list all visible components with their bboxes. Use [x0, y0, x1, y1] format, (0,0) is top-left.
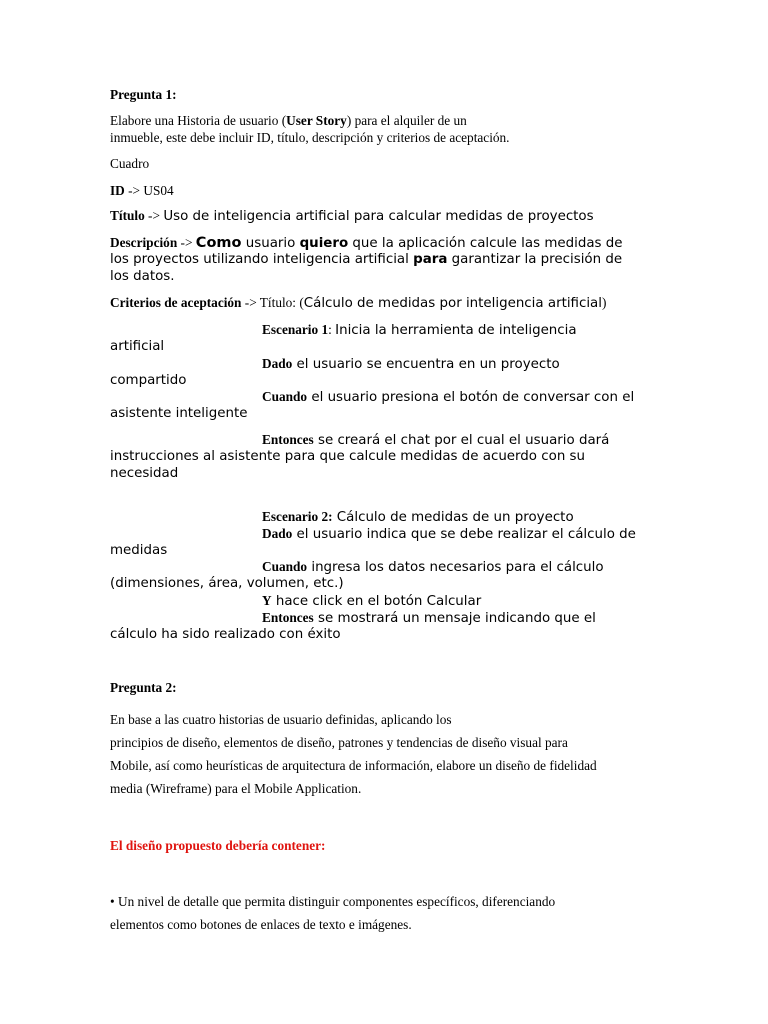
- question-2-paragraph-line-1: En base a las cuatro historias de usuario definidas, aplicando los: [110, 712, 452, 727]
- question-2-paragraph-line-3: Mobile, así como heurísticas de arquitectura de información, elabore un diseño de fidelidad: [110, 758, 597, 773]
- bullet-item-line-1: • Un nivel de detalle que permita distinguir componentes específicos, diferenciando: [110, 894, 556, 909]
- scenario-2-given: Dado el usuario indica que se debe realizar el cálculo de: [262, 526, 636, 542]
- bullet-item-line-2: elementos como botones de enlaces de texto e imágenes.: [110, 917, 412, 932]
- scenario-1-given: Dado el usuario se encuentra en un proyecto: [262, 356, 560, 372]
- story-title: Título -> Uso de inteligencia artificial para calcular medidas de proyectos: [110, 208, 594, 224]
- question-2-paragraph-line-4: media (Wireframe) para el Mobile Application.: [110, 781, 362, 796]
- scenario-2-when: Cuando ingresa los datos necesarios para el cálculo: [262, 559, 604, 575]
- cuadro-label: Cuadro: [110, 156, 150, 171]
- story-description-line-2: los proyectos utilizando inteligencia artificial para garantizar la precisión de: [110, 252, 623, 267]
- question-1-title: Pregunta 1:: [110, 87, 177, 102]
- question-1-intro-line-2: inmueble, este debe incluir ID, título, descripción y criterios de aceptación.: [110, 130, 510, 145]
- scenario-1-when: Cuando el usuario presiona el botón de conversar con el: [262, 389, 635, 405]
- story-id: ID -> US04: [110, 183, 174, 198]
- scenario-2-then: Entonces se mostrará un mensaje indicando que el: [262, 610, 596, 626]
- scenario-1-when-cont: asistente inteligente: [110, 406, 248, 421]
- scenario-2-and: Y hace click en el botón Calcular: [262, 593, 482, 609]
- scenario-2-heading: Escenario 2: Cálculo de medidas de un proyecto: [262, 509, 574, 525]
- question-1-intro-line-1: Elabore una Historia de usuario (User Story) para el alquiler de un: [110, 113, 467, 128]
- scenario-1-then: Entonces se creará el chat por el cual el usuario dará: [262, 432, 610, 448]
- acceptance-criteria: Criterios de aceptación -> Título: (Cálculo de medidas por inteligencia artificial): [110, 295, 607, 311]
- scenario-2-then-cont: cálculo ha sido realizado con éxito: [110, 627, 341, 642]
- question-2-paragraph-line-2: principios de diseño, elementos de diseño, patrones y tendencias de diseño visual para: [110, 735, 568, 750]
- story-description-line-1: Descripción -> Como usuario quiero que la aplicación calcule las medidas de: [110, 235, 623, 251]
- scenario-2-given-cont: medidas: [110, 543, 168, 558]
- scenario-2-when-cont: (dimensiones, área, volumen, etc.): [110, 576, 344, 591]
- design-requirements-heading: El diseño propuesto debería contener:: [110, 838, 326, 853]
- scenario-1-heading: Escenario 1: Inicia la herramienta de inteligencia: [262, 322, 577, 338]
- scenario-1-given-cont: compartido: [110, 373, 187, 388]
- question-2-title: Pregunta 2:: [110, 680, 177, 695]
- story-description-line-3: los datos.: [110, 269, 175, 284]
- scenario-1-then-cont-1: instrucciones al asistente para que calcule medidas de acuerdo con su: [110, 449, 586, 464]
- scenario-1-heading-cont: artificial: [110, 339, 165, 354]
- scenario-1-then-cont-2: necesidad: [110, 466, 179, 481]
